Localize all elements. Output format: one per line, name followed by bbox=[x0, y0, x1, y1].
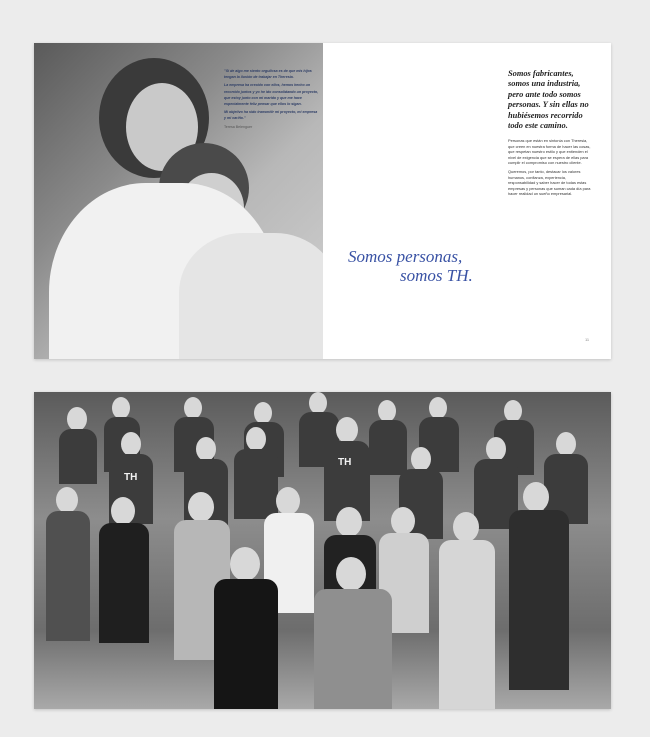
intro-heading: Somos fabricantes, somos una industria, pero ante todo somos personas. Y sin ellas no hubiésemos recorrido todo este camino. bbox=[508, 69, 589, 131]
intro-paragraph: Personas que están en sintonía con Theresia, que creen en nuestra forma de hacer las cosas, que respetan nuestro estilo y que entienden el nivel de exigencia que se espera de ellas para cumplir el compromiso con nuestro cliente. bbox=[508, 138, 591, 166]
title-line-1: Somos personas, bbox=[348, 247, 463, 266]
brochure-spread bbox=[34, 43, 611, 359]
intro-text-block bbox=[508, 69, 594, 201]
th-shirt-logo: TH bbox=[124, 472, 138, 483]
quote-author: Teresa Belenguer bbox=[224, 124, 253, 129]
intro-paragraph: Queremos, por tanto, destacar los valores humanos, confianza, experiencia, responsabilidad y saber hacer de todas estas empresas y personas que suman cada día para hacer realidad un sueño empresarial. bbox=[508, 169, 591, 197]
th-shirt-logo: TH bbox=[338, 457, 352, 468]
section-title bbox=[348, 247, 508, 285]
quote-line: "Si de algo me siento orgullosa es de que mis hijos tengan la ilusión de trabajar en Theresia. bbox=[224, 69, 312, 80]
quote-line: La empresa ha crecido con ellos, hemos hecho un recorrido juntos y yo he ido consolidando un proyecto, que estoy junto con mi marido y que me hace especialmente feliz pensar que ellos lo sigan. bbox=[224, 83, 319, 107]
page-number: 11 bbox=[585, 337, 590, 342]
team-group-photo bbox=[34, 392, 611, 709]
title-line-2: somos TH. bbox=[400, 266, 473, 285]
testimonial-quote bbox=[224, 68, 320, 130]
quote-line: Mi objetivo ha sido transmitir mi proyecto, mi empresa y mi cariño." bbox=[224, 110, 318, 121]
